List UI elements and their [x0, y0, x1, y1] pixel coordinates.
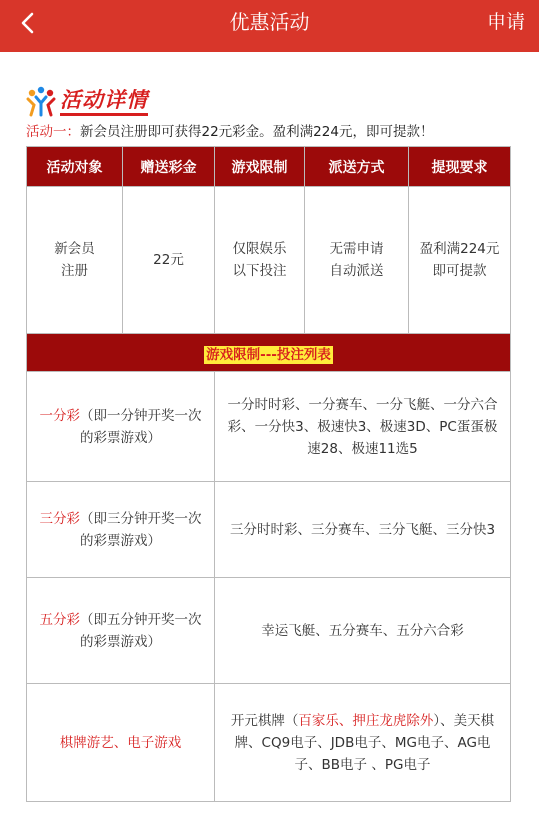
- game-category: 三分彩（即三分钟开奖一次的彩票游戏）: [27, 482, 215, 578]
- header-game-limit: 游戏限制: [215, 147, 305, 187]
- page-title: 优惠活动: [229, 10, 310, 34]
- intro-label: 活动一：: [26, 124, 80, 140]
- table-row: [27, 372, 511, 482]
- game-category: 棋牌游艺、电子游戏: [27, 684, 215, 802]
- cell-withdraw: 盈利满224元 即可提款: [409, 187, 511, 334]
- activity-intro: [26, 122, 512, 146]
- game-list: 幸运飞艇、五分赛车、五分六合彩: [215, 578, 511, 684]
- game-list: 三分时时彩、三分赛车、三分飞艇、三分快3: [215, 482, 511, 578]
- activity-table: [26, 146, 511, 802]
- table-row: [27, 187, 511, 334]
- table-row: [27, 684, 511, 802]
- cell-target: 新会员 注册: [27, 187, 123, 334]
- game-list: 一分时时彩、一分赛车、一分飞艇、一分六合彩、一分快3、极速快3、极速3D、PC蛋蛋极速28、极速11选5: [215, 372, 511, 482]
- section-title: 游戏限制---投注列表: [206, 346, 331, 363]
- top-bar: [0, 0, 539, 52]
- people-figures-icon: [26, 85, 56, 117]
- game-list: 开元棋牌（百家乐、押庄龙虎除外）、美天棋牌、CQ9电子、JDB电子、MG电子、AG电子、BB电子 、PG电子: [215, 684, 511, 802]
- game-category: 五分彩（即五分钟开奖一次的彩票游戏）: [27, 578, 215, 684]
- header-bonus: 赠送彩金: [123, 147, 215, 187]
- intro-text: 新会员注册即可获得22元彩金。盈利满224元，即可提款！: [80, 124, 434, 140]
- cell-bonus: 22元: [123, 187, 215, 334]
- promo-content: [26, 82, 512, 802]
- table-header-row: [27, 147, 511, 187]
- header-target: 活动对象: [27, 147, 123, 187]
- table-row: [27, 482, 511, 578]
- banner-title: 活动详情: [60, 87, 148, 116]
- apply-button[interactable]: 申请: [486, 11, 525, 33]
- activity-banner: [26, 82, 512, 120]
- game-category: 一分彩（即一分钟开奖一次的彩票游戏）: [27, 372, 215, 482]
- cell-game-limit: 仅限娱乐 以下投注: [215, 187, 305, 334]
- table-row: [27, 578, 511, 684]
- header-delivery: 派送方式: [305, 147, 409, 187]
- header-withdraw: 提现要求: [409, 147, 511, 187]
- cell-delivery: 无需申请 自动派送: [305, 187, 409, 334]
- section-row: [27, 334, 511, 372]
